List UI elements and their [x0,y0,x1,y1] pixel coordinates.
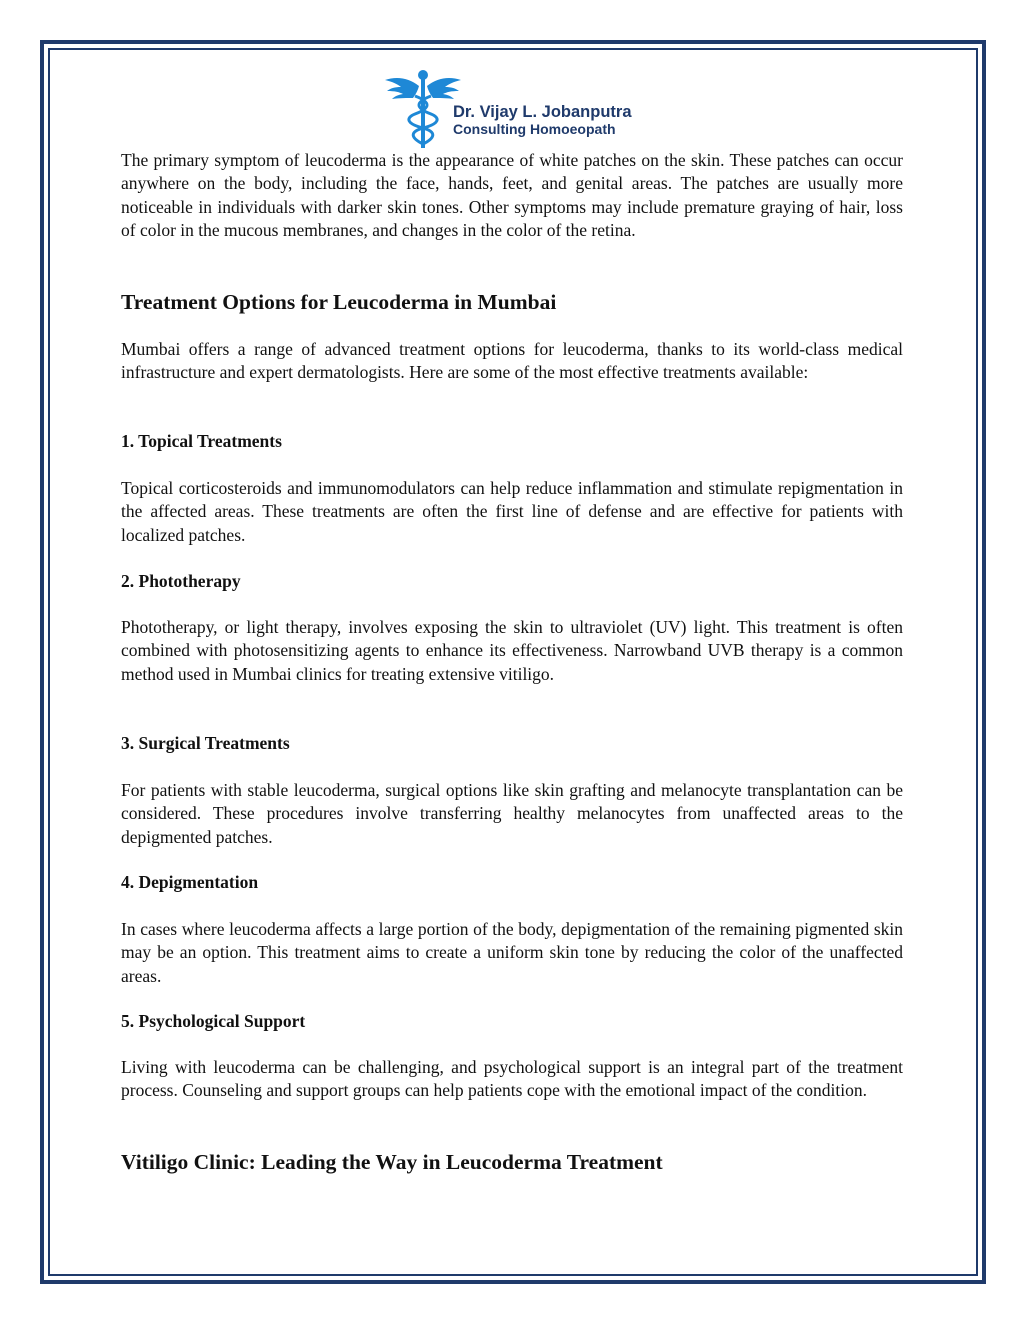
item-title-phototherapy: 2. Phototherapy [121,571,241,591]
logo-subtitle: Consulting Homoeopath [453,121,616,137]
clinic-logo [383,68,643,150]
section-heading-treatment-options: Treatment Options for Leucoderma in Mumbai [121,290,557,314]
caduceus-icon [383,68,463,150]
item-body-surgical: For patients with stable leucoderma, surgical options like skin grafting and melanocyte transplantation can be considered. These procedures involve transferring healthy melanocytes from unaffected areas to the depigmented patches. [121,780,903,847]
item-title-surgical: 3. Surgical Treatments [121,733,290,753]
item-body-phototherapy: Phototherapy, or light therapy, involves exposing the skin to ultraviolet (UV) light. This treatment is often combined with photosensitizing agents to enhance its effectiveness. Narrowband UVB therapy is a common method used in Mumbai clinics for treating extensive vitiligo. [121,617,903,684]
item-title-psychological: 5. Psychological Support [121,1011,306,1031]
item-body-psychological: Living with leucoderma can be challenging, and psychological support is an integral part of the treatment process. Counseling and support groups can help patients cope with the emotional impact of the condition. [121,1057,903,1101]
item-body-depigmentation: In cases where leucoderma affects a large portion of the body, depigmentation of the remaining pigmented skin may be an option. This treatment aims to create a uniform skin tone by reducing the color of the unaffected areas. [121,919,903,986]
treatment-intro-paragraph: Mumbai offers a range of advanced treatment options for leucoderma, thanks to its world-class medical infrastructure and expert dermatologists. Here are some of the most effective treatments available: [121,339,903,383]
item-title-topical: 1. Topical Treatments [121,431,282,451]
item-title-depigmentation: 4. Depigmentation [121,872,259,892]
logo-name: Dr. Vijay L. Jobanputra [453,103,632,121]
section-heading-vitiligo-clinic: Vitiligo Clinic: Leading the Way in Leucoderma Treatment [121,1150,663,1174]
intro-paragraph: The primary symptom of leucoderma is the appearance of white patches on the skin. These patches can occur anywhere on the body, including the face, hands, feet, and genital areas. The patches are usually more noticeable in individuals with darker skin tones. Other symptoms may include premature graying of hair, loss of color in the mucous membranes, and changes in the color of the retina. [121,150,903,240]
item-body-topical: Topical corticosteroids and immunomodulators can help reduce inflammation and stimulate repigmentation in the affected areas. These treatments are often the first line of defense and are effective for patients with localized patches. [121,478,903,545]
